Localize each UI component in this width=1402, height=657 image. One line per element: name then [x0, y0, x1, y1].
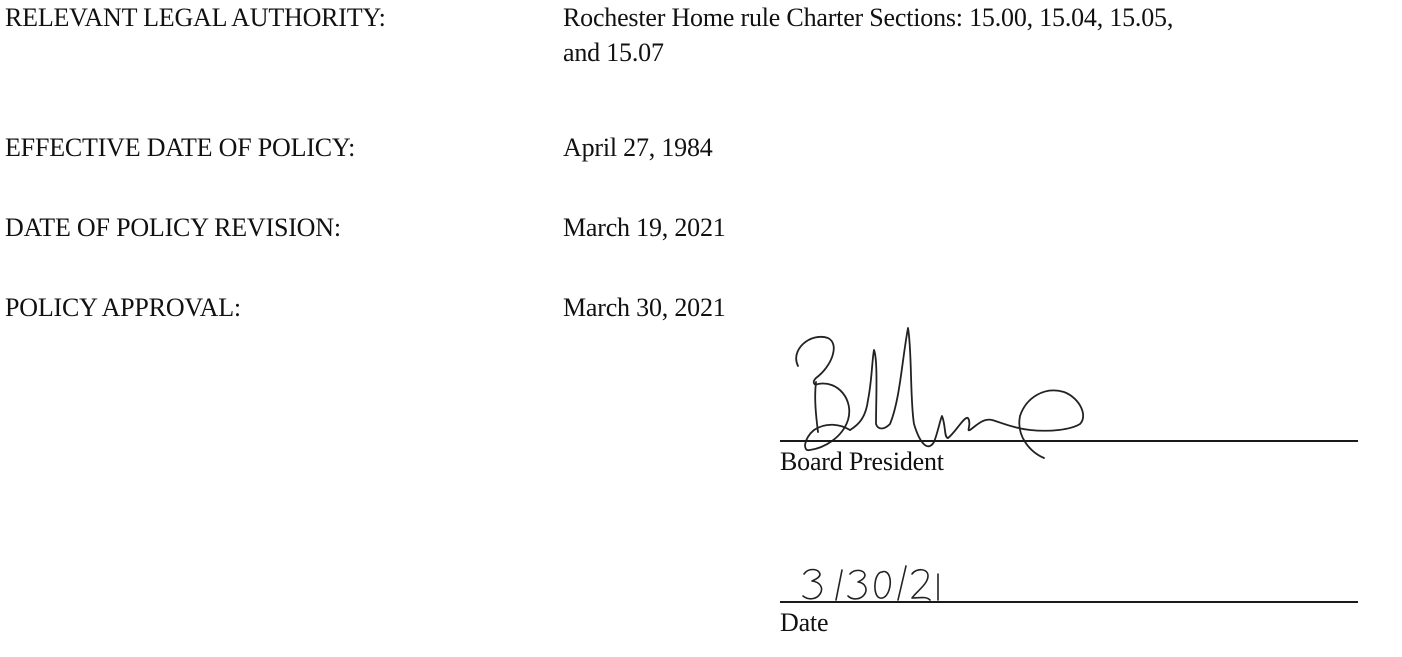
signature-caption: Board President	[780, 447, 944, 476]
date-caption: Date	[780, 608, 829, 637]
legal-authority-label: RELEVANT LEGAL AUTHORITY:	[5, 3, 386, 32]
policy-approval-value: March 30, 2021	[563, 293, 726, 322]
handwritten-date	[800, 560, 950, 604]
legal-authority-value-line1: Rochester Home rule Charter Sections: 15.00, 15.04, 15.05,	[563, 3, 1174, 32]
effective-date-label: EFFECTIVE DATE OF POLICY:	[5, 133, 356, 162]
revision-date-value: March 19, 2021	[563, 213, 726, 242]
date-line	[780, 601, 1358, 603]
effective-date-value: April 27, 1984	[563, 133, 713, 162]
policy-approval-label: POLICY APPROVAL:	[5, 293, 241, 322]
signature-line	[780, 440, 1358, 442]
legal-authority-value-line2: and 15.07	[563, 38, 664, 67]
revision-date-label: DATE OF POLICY REVISION:	[5, 213, 341, 242]
